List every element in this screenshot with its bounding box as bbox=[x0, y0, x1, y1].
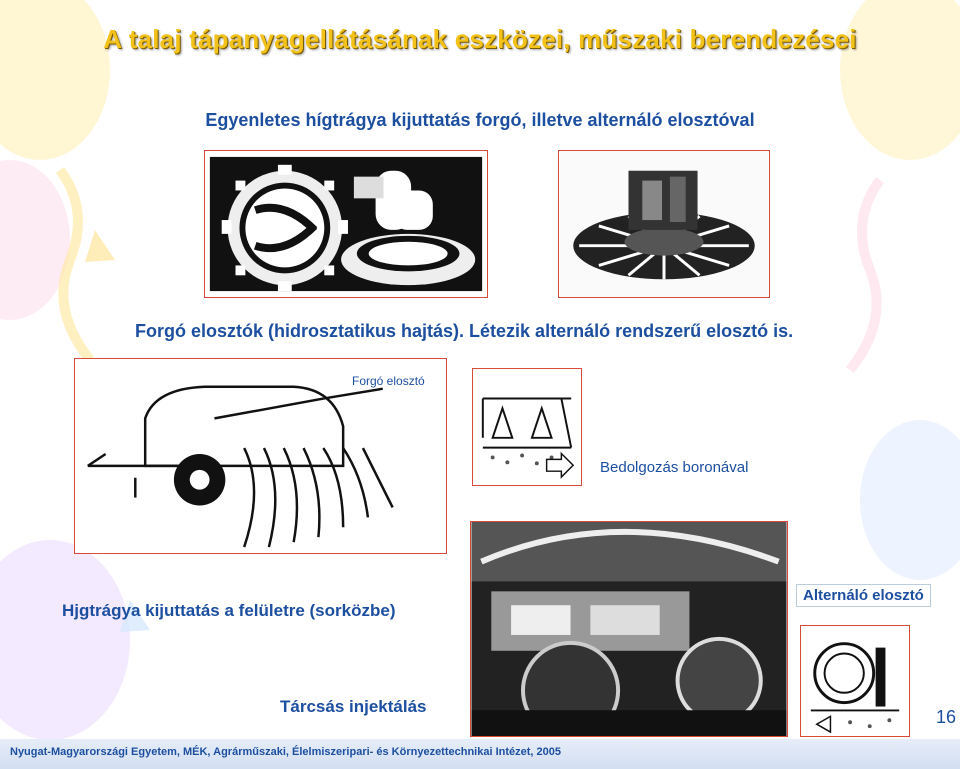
harrow-illustration bbox=[473, 369, 581, 485]
footer-text: Nyugat-Magyarországi Egyetem, MÉK, Agrárműszaki, Élelmiszeripari- és Környezettechnikai Intézet, 2005 bbox=[10, 746, 562, 758]
distributors-caption: Forgó elosztók (hidrosztatikus hajtás). Létezik alternáló rendszerű elosztó is. bbox=[135, 321, 794, 341]
disc-injector-illustration bbox=[471, 522, 787, 736]
slide-title: A talaj tápanyagellátásának eszközei, műszaki berendezései bbox=[103, 24, 857, 54]
alternating-distributor-label: Alternáló elosztó bbox=[796, 584, 931, 607]
rotary-distributor-photo bbox=[558, 150, 770, 298]
rotary-distributor-photo-illustration bbox=[559, 151, 769, 297]
rotary-distributor-label: Forgó elosztó bbox=[352, 374, 425, 388]
alternating-distributor-drawing bbox=[800, 625, 910, 737]
disc-injection-label: Tárcsás injektálás bbox=[280, 697, 427, 716]
disc-injector-photo bbox=[470, 521, 788, 737]
harrow-drawing bbox=[472, 368, 582, 486]
slide-subtitle: Egyenletes hígtrágya kijuttatás forgó, illetve alternáló elosztóval bbox=[205, 110, 755, 130]
rotary-distributor-illustration bbox=[205, 151, 487, 297]
surface-application-label: Hjgtrágya kijuttatás a felületre (sorközbe) bbox=[62, 601, 396, 620]
alternating-distributor-illustration bbox=[801, 626, 909, 736]
harrow-label: Bedolgozás boronával bbox=[600, 459, 749, 476]
page-number: 16 bbox=[936, 707, 957, 727]
slurry-tanker-illustration bbox=[75, 359, 446, 553]
rotary-distributor-drawing bbox=[204, 150, 488, 298]
